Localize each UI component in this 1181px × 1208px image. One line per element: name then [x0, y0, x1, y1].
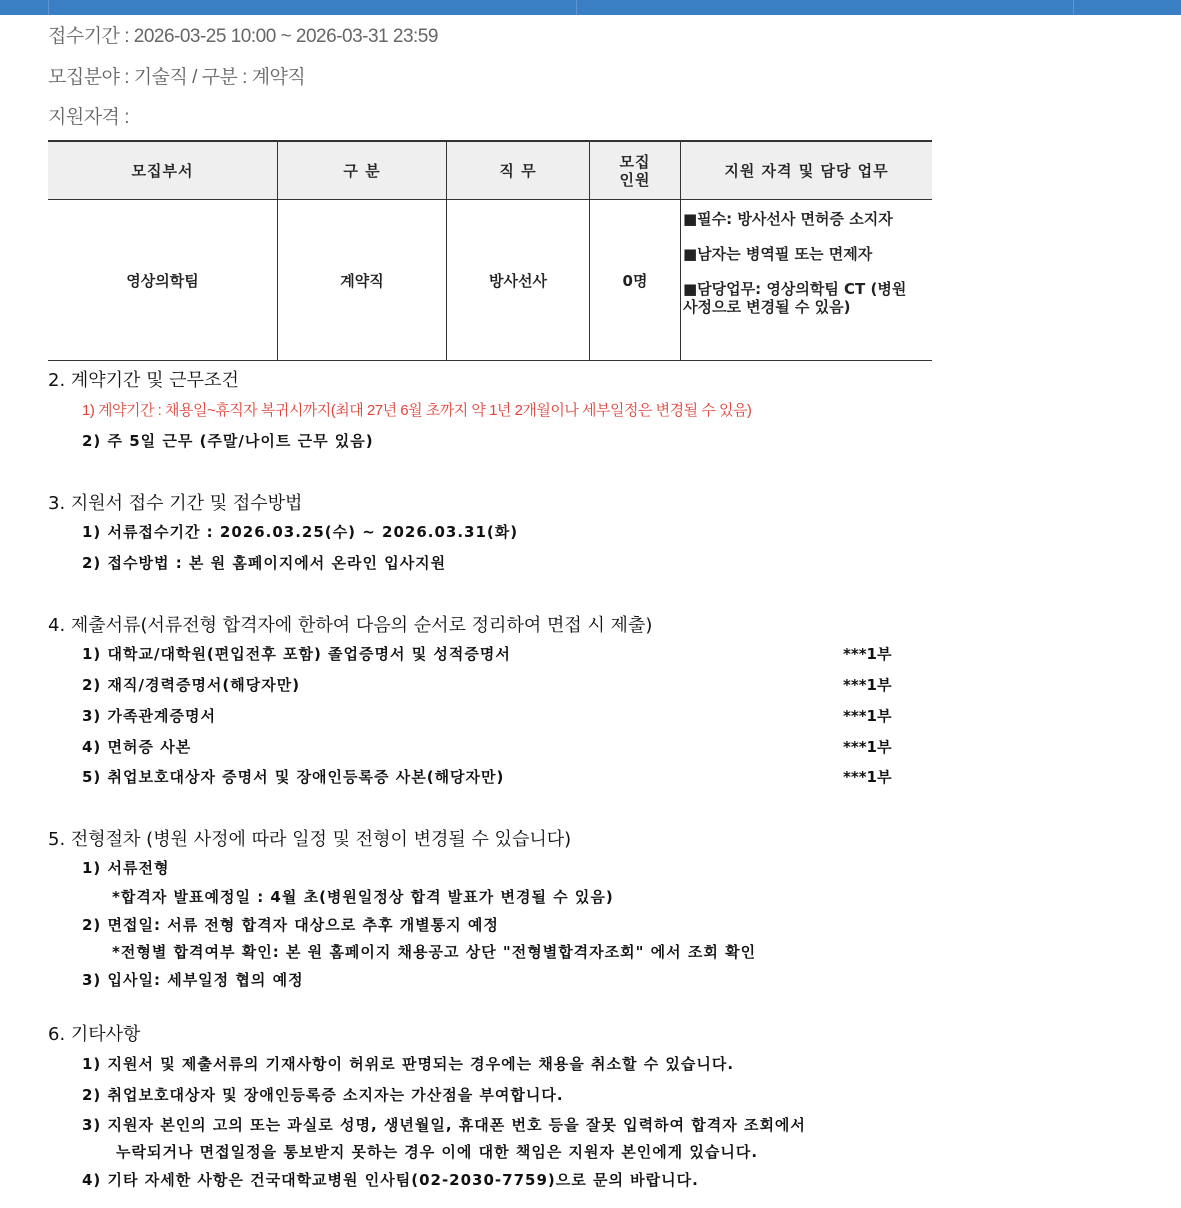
- application-method: 2) 접수방법 : 본 원 홈페이지에서 온라인 입사지원: [82, 554, 447, 572]
- section-5-title: 5. 전형절차 (병원 사정에 따라 일정 및 전형이 변경될 수 있습니다): [48, 829, 572, 850]
- table-header-row: [48, 141, 932, 200]
- list-item-continued: 누락되거나 면접일정을 통보받지 못하는 경우 이에 대한 책임은 지원자 본인에게 있습니다.: [116, 1143, 759, 1161]
- doc-count: ***1부: [843, 645, 892, 663]
- cell-type: 계약직: [278, 200, 447, 361]
- list-item: 2) 재직/경력증명서(해당자만): [82, 676, 301, 694]
- section-6-title: 6. 기타사항: [48, 1024, 141, 1045]
- section-4-title: 4. 제출서류(서류전형 합격자에 한하여 다음의 순서로 정리하여 면접 시 제출): [48, 615, 653, 636]
- top-accent-bar: [0, 0, 1181, 15]
- announcement-note: *합격자 발표예정일 : 4월 초(병원일정상 합격 발표가 변경될 수 있음): [112, 888, 614, 906]
- contract-period-note: 1) 계약기간 : 채용일~휴직자 복귀시까지(최대 27년 6월 초까지 약 1년 2개월이나 세부일정은 변경될 수 있음): [82, 402, 752, 419]
- list-item: 3) 지원자 본인의 고의 또는 과실로 성명, 생년월일, 휴대폰 번호 등을 잘못 입력하여 합격자 조회에서: [82, 1116, 806, 1134]
- header-job: 직 무: [447, 141, 590, 200]
- interview-step: 2) 면접일: 서류 전형 합격자 대상으로 추후 개별통지 예정: [82, 916, 499, 934]
- application-dates: 1) 서류접수기간 : 2026.03.25(수) ~ 2026.03.31(화): [82, 523, 519, 541]
- list-item: 1) 지원서 및 제출서류의 기재사항이 허위로 판명되는 경우에는 채용을 취소할 수 있습니다.: [82, 1055, 735, 1073]
- section-3-title: 3. 지원서 접수 기간 및 접수방법: [48, 493, 303, 514]
- duty-military: ■남자는 병역필 또는 면제자: [683, 245, 873, 263]
- work-days: 2) 주 5일 근무 (주말/나이트 근무 있음): [82, 432, 374, 450]
- screening-step: 1) 서류전형: [82, 859, 170, 877]
- top-bar-divider: [48, 0, 49, 15]
- list-item: 4) 면허증 사본: [82, 738, 192, 756]
- result-check-note: *전형별 합격여부 확인: 본 원 홈페이지 채용공고 상단 "전형별합격자조회" 에서 조회 확인: [112, 943, 757, 961]
- doc-count: ***1부: [843, 676, 892, 694]
- header-type: 구 분: [278, 141, 447, 200]
- recruit-field: 모집분야 : 기술직 / 구분 : 계약직: [48, 67, 306, 88]
- list-item: 4) 기타 자세한 사항은 건국대학교병원 인사팀(02-2030-7759)으로 문의 바랍니다.: [82, 1171, 699, 1189]
- doc-count: ***1부: [843, 738, 892, 756]
- application-period: 접수기간 : 2026-03-25 10:00 ~ 2026-03-31 23:59: [48, 26, 438, 47]
- cell-job: 방사선사: [447, 200, 590, 361]
- header-duties: 지원 자격 및 담당 업무: [681, 141, 933, 200]
- header-count: 모집 인원: [590, 141, 681, 200]
- start-date-step: 3) 입사일: 세부일정 협의 예정: [82, 971, 304, 989]
- top-bar-divider: [576, 0, 577, 15]
- section-2-title: 2. 계약기간 및 근무조건: [48, 370, 239, 391]
- recruit-table: [48, 140, 932, 361]
- cell-count: 0명: [590, 200, 681, 361]
- doc-count: ***1부: [843, 707, 892, 725]
- header-dept: 모집부서: [48, 141, 278, 200]
- duty-work: ■담당업무: 영상의학팀 CT (병원 사정으로 변경될 수 있음): [683, 280, 907, 316]
- list-item: 2) 취업보호대상자 및 장애인등록증 소지자는 가산점을 부여합니다.: [82, 1086, 564, 1104]
- qualification-label: 지원자격 :: [48, 107, 129, 128]
- table-row: [48, 200, 932, 361]
- list-item: 3) 가족관계증명서: [82, 707, 216, 725]
- top-bar-divider: [1073, 0, 1074, 15]
- cell-dept: 영상의학팀: [48, 200, 278, 361]
- list-item: 1) 대학교/대학원(편입전후 포함) 졸업증명서 및 성적증명서: [82, 645, 511, 663]
- duty-required: ■필수: 방사선사 면허증 소지자: [683, 210, 893, 228]
- doc-count: ***1부: [843, 768, 892, 786]
- cell-duties: [681, 200, 933, 361]
- list-item: 5) 취업보호대상자 증명서 및 장애인등록증 사본(해당자만): [82, 768, 505, 786]
